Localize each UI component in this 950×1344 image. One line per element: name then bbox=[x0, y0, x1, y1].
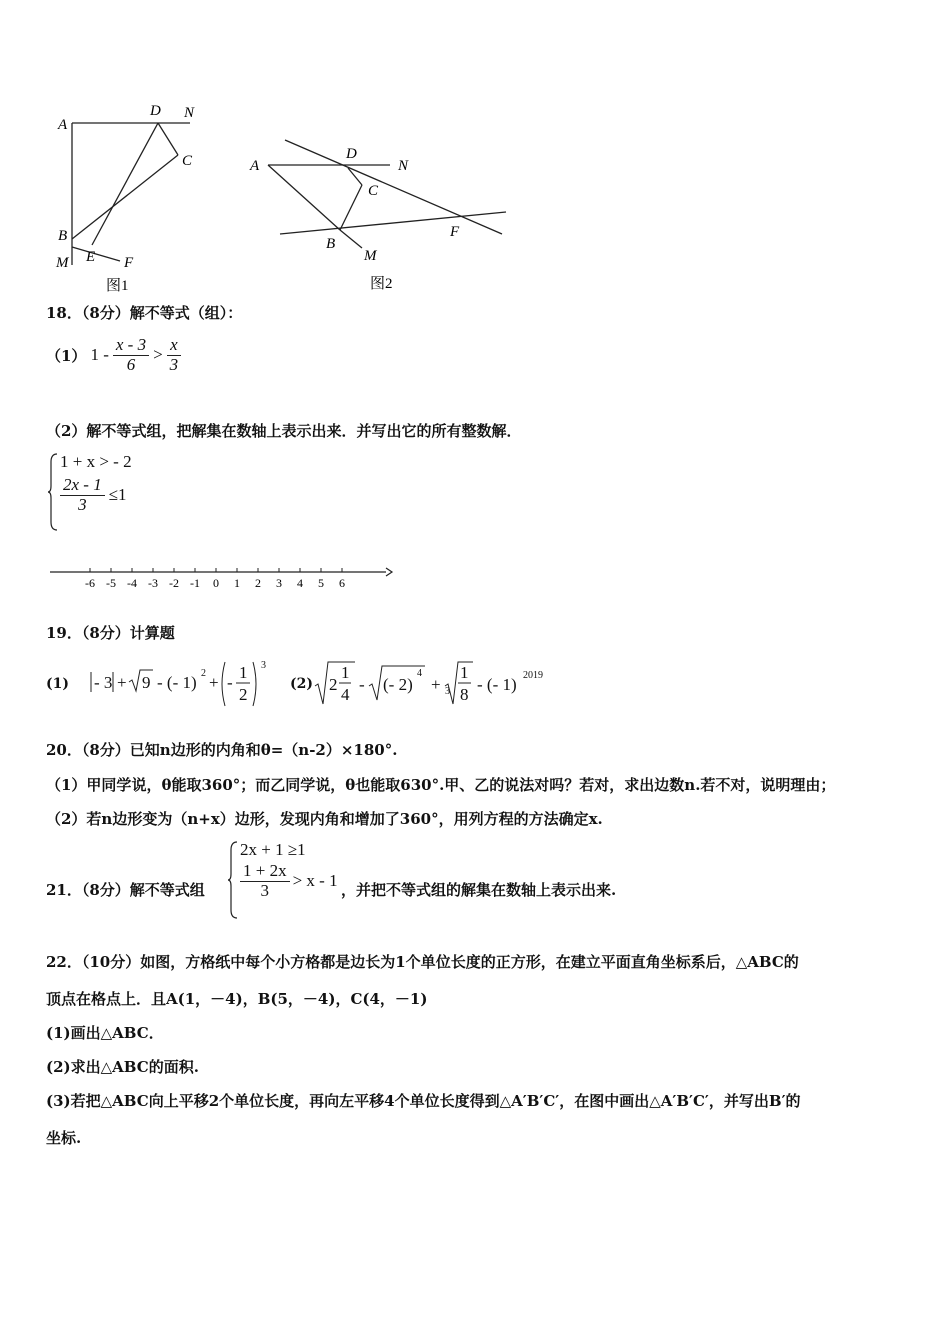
q18-frac1-den: 6 bbox=[126, 354, 136, 374]
q18-system-frac-den: 3 bbox=[78, 494, 87, 514]
q20-heading: 20．（8分）已知n边形的内角和θ=（n-2）×180°. bbox=[46, 741, 398, 759]
q18-system-line1: 1 + x > - 2 bbox=[60, 452, 132, 471]
q21-frac-den: 3 bbox=[260, 880, 270, 900]
fig1-point-D: D bbox=[150, 103, 161, 119]
number-line-tick-label: 6 bbox=[339, 576, 345, 590]
svg-text:3: 3 bbox=[445, 686, 450, 697]
svg-text:8: 8 bbox=[460, 685, 469, 704]
number-line-tick-label: 2 bbox=[255, 576, 261, 590]
q18-part1 bbox=[46, 336, 181, 374]
q22-line2: 顶点在格点上．且A(1，－4)，B(5，－4)，C(4，－1) bbox=[46, 990, 428, 1008]
fig2-point-C: C bbox=[368, 183, 379, 199]
q19-expression-2 bbox=[313, 656, 563, 712]
q18-part1-op: > bbox=[153, 345, 163, 365]
q20-line2: （2）若n边形变为（n+x）边形，发现内角和增加了360°，用列方程的方法确定x. bbox=[46, 810, 603, 828]
q19-part2 bbox=[290, 656, 563, 712]
svg-text:- 3: - 3 bbox=[94, 673, 113, 692]
figure-2 bbox=[240, 130, 520, 295]
fig2-point-B: B bbox=[326, 236, 336, 252]
q21-rel: > x - 1 bbox=[292, 871, 338, 891]
svg-text:(- 2): (- 2) bbox=[383, 675, 413, 694]
number-line-tick-label: 5 bbox=[318, 576, 324, 590]
fig2-point-M: M bbox=[364, 248, 377, 264]
q19-expression-1 bbox=[69, 656, 279, 712]
q18-system-frac-num: 2x - 1 bbox=[60, 476, 105, 496]
svg-text:2: 2 bbox=[329, 675, 338, 694]
q22-line3: (1)画出△ABC． bbox=[46, 1024, 164, 1042]
svg-text:- (- 1): - (- 1) bbox=[477, 675, 517, 694]
q18-frac2-num: x bbox=[167, 336, 182, 356]
svg-text:2019: 2019 bbox=[523, 670, 543, 681]
q18-part1-prefix: 1 - bbox=[90, 345, 109, 365]
q22-line5: (3)若把△ABC向上平移2个单位长度，再向左平移4个单位长度得到△A′B′C′，在图中画出△A′B′C′，并写出B′的 bbox=[46, 1092, 801, 1110]
number-line-tick-label: -6 bbox=[85, 576, 95, 590]
svg-text:+: + bbox=[431, 675, 441, 694]
fig1-point-B: B bbox=[58, 228, 68, 244]
q19-p2-label: (2) bbox=[290, 676, 313, 692]
fig1-point-F: F bbox=[124, 255, 134, 271]
number-line-tick-label: -3 bbox=[148, 576, 158, 590]
number-line-tick-label: -4 bbox=[127, 576, 137, 590]
brace-icon bbox=[48, 452, 58, 532]
fig1-caption: 图1 bbox=[106, 278, 129, 294]
svg-text:- (- 1): - (- 1) bbox=[157, 673, 197, 692]
q18-system-frac bbox=[60, 476, 105, 514]
q18-system-rel: ≤1 bbox=[108, 485, 127, 505]
fig1-point-E: E bbox=[86, 249, 96, 265]
fig2-point-D: D bbox=[346, 146, 357, 162]
svg-text:-: - bbox=[227, 673, 233, 692]
fig2-point-A: A bbox=[250, 158, 260, 174]
number-line-tick-label: 3 bbox=[276, 576, 282, 590]
q19-part1 bbox=[46, 656, 279, 712]
svg-text:1: 1 bbox=[341, 663, 350, 682]
fig1-point-C: C bbox=[182, 153, 193, 169]
q18-frac1-num: x - 3 bbox=[113, 336, 149, 356]
q21-system bbox=[228, 840, 338, 920]
number-line-tick-label: 0 bbox=[213, 576, 219, 590]
q22-line6: 坐标. bbox=[46, 1129, 82, 1147]
q19-heading: 19．（8分）计算题 bbox=[46, 624, 175, 642]
svg-text:4: 4 bbox=[417, 668, 422, 679]
svg-text:4: 4 bbox=[341, 685, 350, 704]
q22-line4: (2)求出△ABC的面积. bbox=[46, 1058, 199, 1076]
q21-sys-line1: 2x + 1 ≥1 bbox=[240, 840, 306, 859]
svg-text:+: + bbox=[209, 673, 219, 692]
q18-part1-label: （1） bbox=[46, 346, 87, 365]
number-line-tick-label: -5 bbox=[106, 576, 116, 590]
q18-frac2-den: 3 bbox=[169, 354, 179, 374]
brace-icon bbox=[228, 840, 238, 920]
fig2-point-F: F bbox=[450, 224, 460, 240]
q21-frac bbox=[240, 862, 290, 900]
figure-1 bbox=[50, 95, 210, 295]
svg-text:3: 3 bbox=[261, 660, 266, 671]
q18-part1-frac2 bbox=[167, 336, 182, 374]
q18-system bbox=[48, 452, 132, 532]
q21-prefix: 21．（8分）解不等式组 bbox=[46, 881, 205, 899]
q18-part1-frac1 bbox=[113, 336, 149, 374]
q22-line1: 22．（10分）如图，方格纸中每个小方格都是边长为1个单位长度的正方形，在建立平面直角坐标系后，△ABC的 bbox=[46, 953, 799, 971]
svg-text:2: 2 bbox=[239, 685, 248, 704]
fig2-caption: 图2 bbox=[370, 276, 393, 292]
q18-heading: 18．（8分）解不等式（组）： bbox=[46, 304, 243, 322]
q18-part2-text: （2）解不等式组，把解集在数轴上表示出来．并写出它的所有整数解． bbox=[46, 422, 522, 440]
number-line-tick-label: -2 bbox=[169, 576, 179, 590]
fig1-point-A: A bbox=[58, 117, 68, 133]
svg-text:-: - bbox=[359, 675, 365, 694]
svg-text:9: 9 bbox=[142, 673, 151, 692]
q21-frac-num: 1 + 2x bbox=[240, 862, 290, 882]
fig1-point-M: M bbox=[56, 255, 69, 271]
number-line-tick-label: 4 bbox=[297, 576, 303, 590]
number-line bbox=[46, 562, 396, 594]
svg-text:+: + bbox=[117, 673, 127, 692]
number-line-tick-label: 1 bbox=[234, 576, 240, 590]
svg-text:1: 1 bbox=[460, 663, 469, 682]
q20-line1: （1）甲同学说，θ能取360°；而乙同学说，θ也能取630°.甲、乙的说法对吗？若对，求出边数n.若不对，说明理由； bbox=[46, 776, 836, 794]
number-line-tick-label: -1 bbox=[190, 576, 200, 590]
q21-suffix: ，并把不等式组的解集在数轴上表示出来. bbox=[341, 881, 617, 899]
fig2-point-N: N bbox=[398, 158, 409, 174]
svg-text:1: 1 bbox=[239, 663, 248, 682]
svg-text:2: 2 bbox=[201, 668, 206, 679]
fig1-point-N: N bbox=[184, 105, 195, 121]
q19-p1-label: (1) bbox=[46, 676, 69, 692]
